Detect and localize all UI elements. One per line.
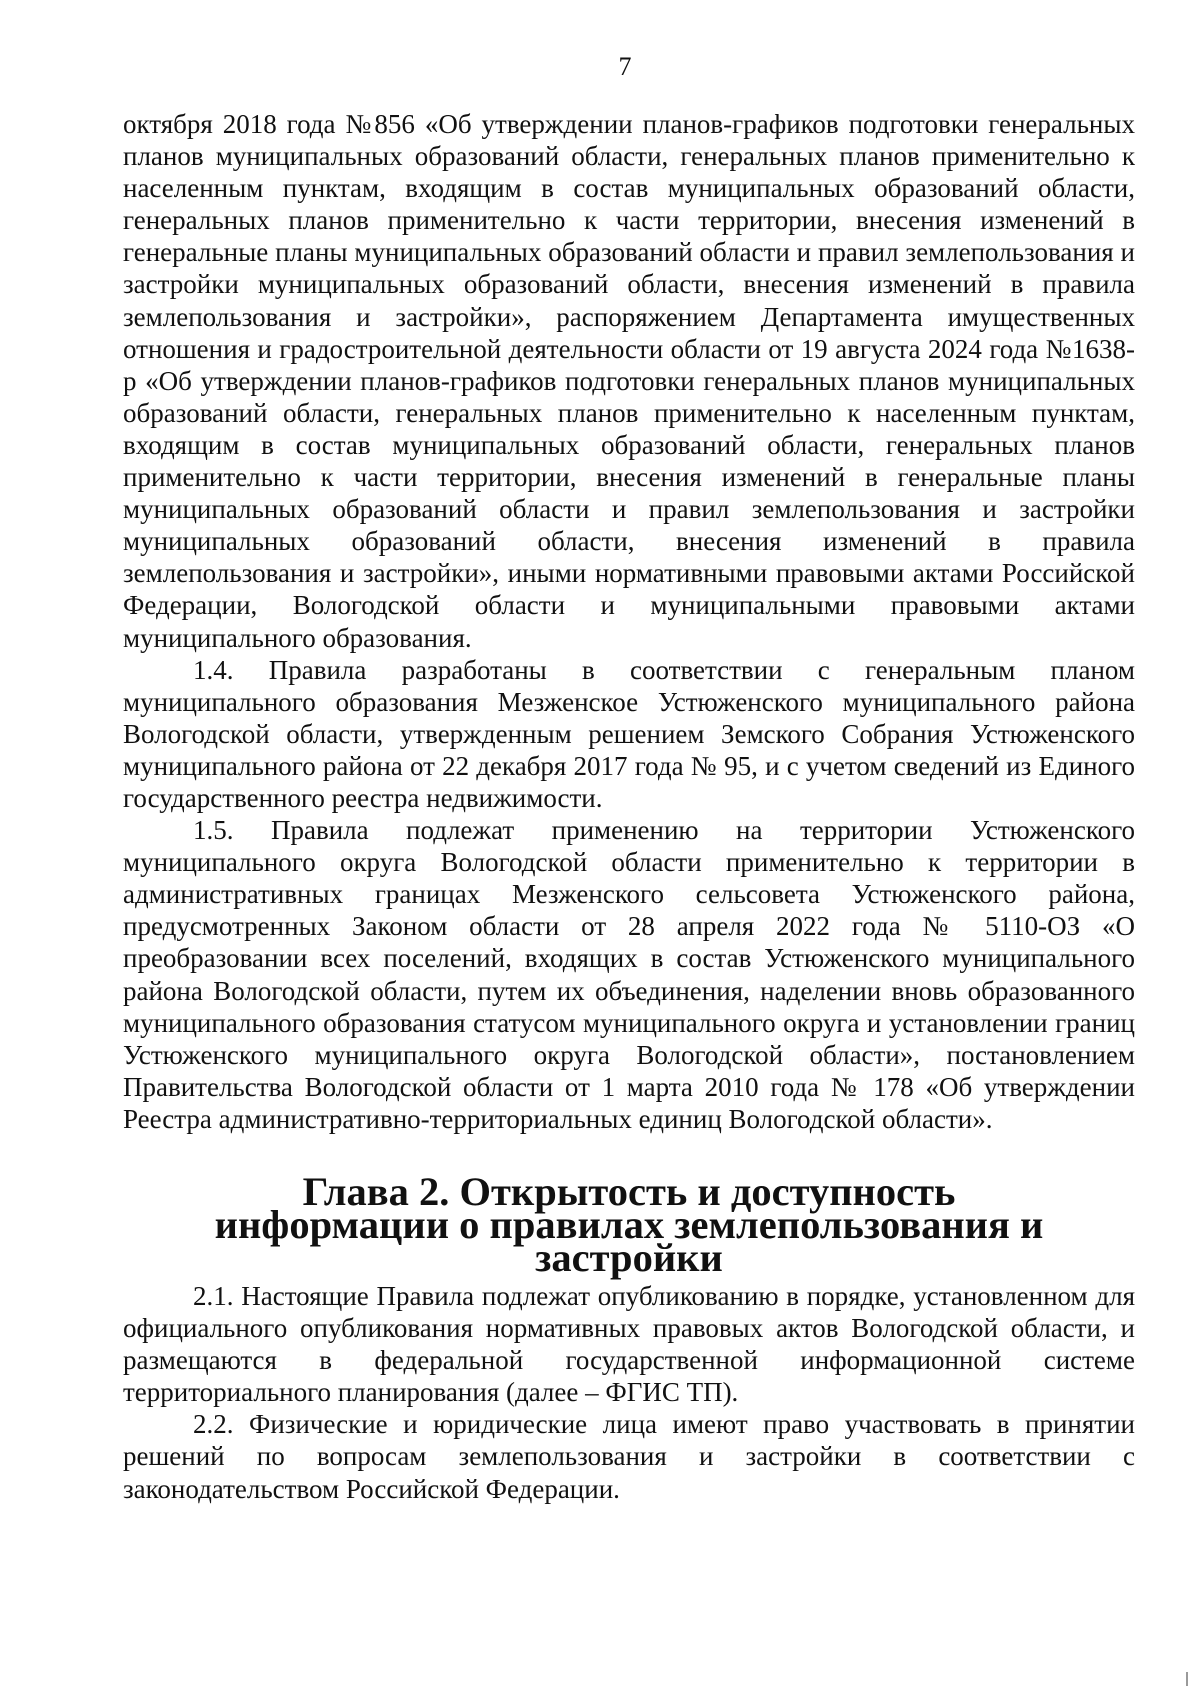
scan-edge-mark — [1186, 1672, 1188, 1686]
paragraph-1-4: 1.4. Правила разработаны в соответствии с генеральным планом муниципального образования Мезженское Устюженского муниципального района Вологодской области, утвержденным решением Земского Собрания Устюженского муниципального района от 22 декабря 2017 года № 95, и с учетом сведений из Единого государственного реестра недвижимости. — [123, 654, 1135, 813]
chapter-2-title-line1: Глава 2. Открытость и доступность — [302, 1169, 956, 1214]
paragraph-1-5: 1.5. Правила подлежат применению на территории Устюженского муниципального округа Вологодской области применительно к территории в административных границах Мезженского сельсовета Устюженского района, предусмотренных Законом области от 28 апреля 2022 года № 5110-ОЗ «О преобразовании всех поселений, входящих в состав Устюженского муниципального района Вологодской области, путем их объединения, наделении вновь образованного муниципального образования статусом муниципального округа и установлении границ Устюженского муниципального округа Вологодской области», постановлением Правительства Вологодской области от 1 марта 2010 года № 178 «Об утверждении Реестра административно-территориальных единиц Вологодской области». — [123, 815, 1135, 1134]
document-body — [123, 108, 1135, 1505]
chapter-2-title-line2: информации о правилах землепользования и застройки — [214, 1202, 1044, 1280]
chapter-2-heading — [123, 1169, 1135, 1280]
paragraph-2-1: 2.1. Настоящие Правила подлежат опубликованию в порядке, установленном для официального опубликования нормативных правовых актов Вологодской области, и размещаются в федеральной государственной информационной системе территориального планирования (далее – ФГИС ТП). — [123, 1281, 1135, 1408]
paragraph-continuation: октября 2018 года №856 «Об утверждении планов-графиков подготовки генеральных планов муниципальных образований области, генеральных планов применительно к населенным пунктам, входящим в состав муниципальных образований области, генеральных планов применительно к части территории, внесения изменений в генеральные планы муниципальных образований области и правил землепользования и застройки муниципальных образований области, внесения изменений в правила землепользования и застройки», распоряжением Департамента имущественных отношения и градостроительной деятельности области от 19 августа 2024 года №1638-р «Об утверждении планов-графиков подготовки генеральных планов муниципальных образований области, генеральных планов применительно к населенным пунктам, входящим в состав муниципальных образований области, генеральных планов применительно к части территории, внесения изменений в генеральные планы муниципальных образований области и правил землепользования и застройки муниципальных образований области, внесения изменений в правила землепользования и застройки», иными нормативными правовыми актами Российской Федерации, Вологодской области и муниципальными правовыми актами муниципального образования. — [123, 109, 1135, 653]
page-number: 7 — [618, 52, 632, 81]
paragraph-2-2: 2.2. Физические и юридические лица имеют право участвовать в принятии решений по вопросам землепользования и застройки в соответствии с законодательством Российской Федерации. — [123, 1409, 1135, 1504]
